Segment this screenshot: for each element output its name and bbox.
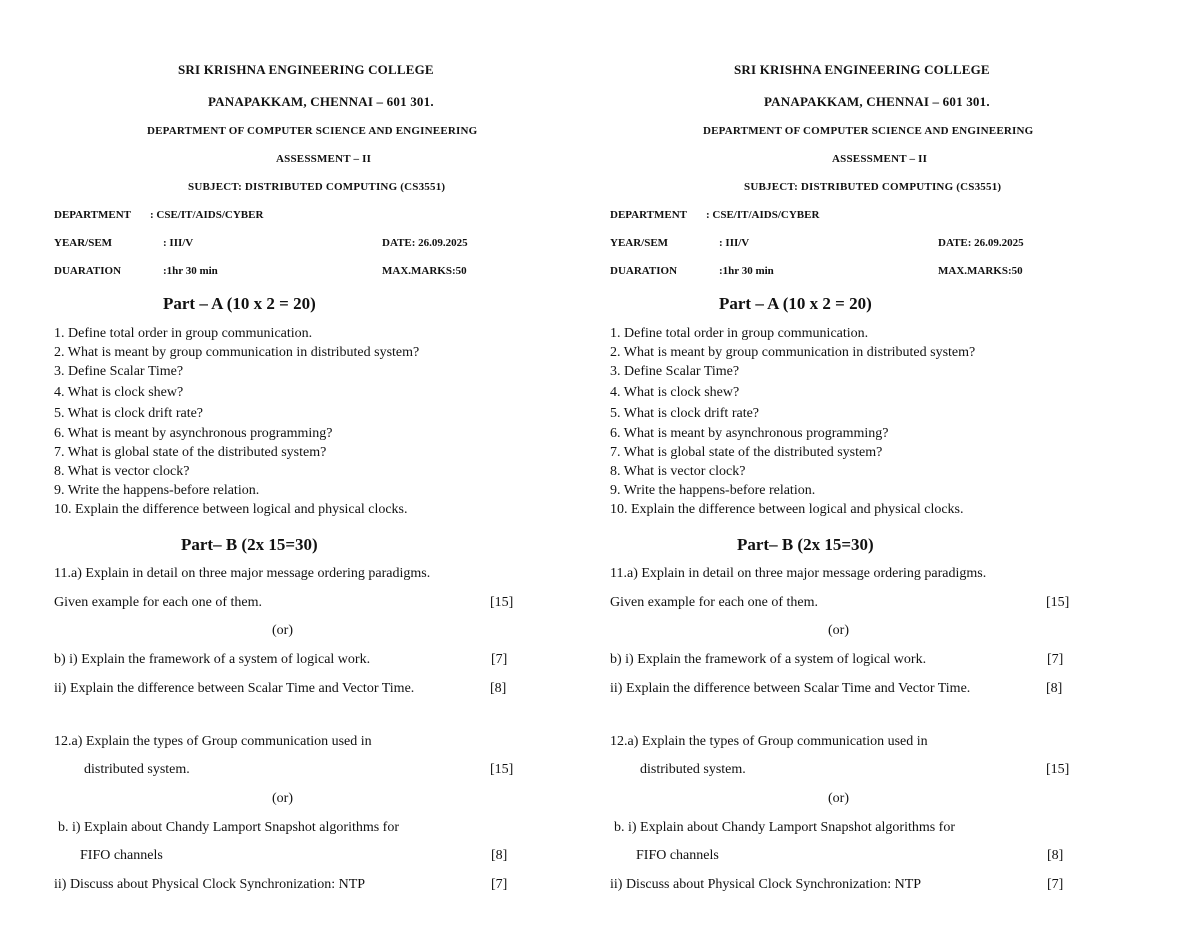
subject-title: SUBJECT: DISTRIBUTED COMPUTING (CS3551)	[188, 181, 446, 193]
list-item: 10. Explain the difference between logical and physical clocks.	[54, 502, 408, 517]
q12a-line1: 12.a) Explain the types of Group communication used in	[54, 734, 372, 749]
list-item: 10. Explain the difference between logical and physical clocks.	[610, 502, 964, 517]
q12b-ii-marks: [7]	[491, 877, 508, 892]
q11a-marks: [15]	[1046, 595, 1070, 610]
department-full: DEPARTMENT OF COMPUTER SCIENCE AND ENGINEERING	[703, 125, 1034, 137]
list-item: 5. What is clock drift rate?	[610, 406, 760, 421]
q12a-line1: 12.a) Explain the types of Group communication used in	[610, 734, 928, 749]
year-label: YEAR/SEM	[54, 237, 113, 249]
department-value: : CSE/IT/AIDS/CYBER	[706, 209, 820, 221]
list-item: 6. What is meant by asynchronous programming?	[54, 426, 333, 441]
question-paper-left	[0, 0, 560, 927]
duration-label: DUARATION	[54, 265, 122, 277]
exam-date: DATE: 26.09.2025	[938, 237, 1024, 249]
subject-title: SUBJECT: DISTRIBUTED COMPUTING (CS3551)	[744, 181, 1002, 193]
department-label: DEPARTMENT	[610, 209, 688, 221]
or-separator: (or)	[272, 791, 293, 806]
q12b-i-line1: b. i) Explain about Chandy Lamport Snapshot algorithms for	[58, 820, 400, 835]
max-marks: MAX.MARKS:50	[938, 265, 1023, 277]
q11b-ii-marks: [8]	[1046, 681, 1063, 696]
q12b-ii: ii) Discuss about Physical Clock Synchronization: NTP	[54, 877, 366, 892]
list-item: 1. Define total order in group communication.	[54, 326, 313, 341]
list-item: 2. What is meant by group communication in distributed system?	[54, 345, 420, 360]
q12a-marks: [15]	[1046, 762, 1070, 777]
list-item: 4. What is clock shew?	[610, 385, 740, 400]
year-value: : III/V	[719, 237, 750, 249]
list-item: 9. Write the happens-before relation.	[610, 483, 816, 498]
q12a-marks: [15]	[490, 762, 514, 777]
list-item: 3. Define Scalar Time?	[54, 364, 184, 379]
part-b-title: Part– B (2x 15=30)	[737, 535, 874, 554]
year-value: : III/V	[163, 237, 194, 249]
list-item: 9. Write the happens-before relation.	[54, 483, 260, 498]
part-a-questions	[54, 325, 419, 520]
or-separator: (or)	[828, 623, 849, 638]
duration-value: :1hr 30 min	[719, 265, 774, 277]
q11b-ii: ii) Explain the difference between Scalar Time and Vector Time.	[610, 681, 971, 696]
q11a-line2: Given example for each one of them.	[610, 595, 818, 610]
q11b-i-marks: [7]	[491, 652, 508, 667]
q12a-line2: distributed system.	[640, 762, 746, 777]
list-item: 8. What is vector clock?	[54, 464, 190, 479]
q12a-line2: distributed system.	[84, 762, 190, 777]
q12b-i-marks: [8]	[491, 848, 508, 863]
q12b-i-line2: FIFO channels	[636, 848, 719, 863]
q11a-line2: Given example for each one of them.	[54, 595, 262, 610]
part-a-title: Part – A (10 x 2 = 20)	[719, 294, 872, 313]
department-full: DEPARTMENT OF COMPUTER SCIENCE AND ENGINEERING	[147, 125, 478, 137]
duration-label: DUARATION	[610, 265, 678, 277]
list-item: 1. Define total order in group communication.	[610, 326, 869, 341]
q11b-ii-marks: [8]	[490, 681, 507, 696]
part-b-title: Part– B (2x 15=30)	[181, 535, 318, 554]
assessment-title: ASSESSMENT – II	[832, 153, 928, 165]
or-separator: (or)	[272, 623, 293, 638]
list-item: 8. What is vector clock?	[610, 464, 746, 479]
list-item: 5. What is clock drift rate?	[54, 406, 204, 421]
q11a-line1: 11.a) Explain in detail on three major message ordering paradigms.	[54, 566, 431, 581]
q12b-i-marks: [8]	[1047, 848, 1064, 863]
list-item: 2. What is meant by group communication in distributed system?	[610, 345, 976, 360]
q11a-line1: 11.a) Explain in detail on three major message ordering paradigms.	[610, 566, 987, 581]
q11b-i: b) i) Explain the framework of a system of logical work.	[54, 652, 371, 667]
list-item: 4. What is clock shew?	[54, 385, 184, 400]
q11a-marks: [15]	[490, 595, 514, 610]
college-address: PANAPAKKAM, CHENNAI – 601 301.	[764, 94, 990, 109]
q11b-i-marks: [7]	[1047, 652, 1064, 667]
college-name: SRI KRISHNA ENGINEERING COLLEGE	[178, 62, 434, 77]
assessment-title: ASSESSMENT – II	[276, 153, 372, 165]
q12b-ii: ii) Discuss about Physical Clock Synchronization: NTP	[610, 877, 922, 892]
college-name: SRI KRISHNA ENGINEERING COLLEGE	[734, 62, 990, 77]
q12b-i-line2: FIFO channels	[80, 848, 163, 863]
max-marks: MAX.MARKS:50	[382, 265, 467, 277]
part-a-title: Part – A (10 x 2 = 20)	[163, 294, 316, 313]
list-item: 7. What is global state of the distributed system?	[54, 445, 327, 460]
q12b-ii-marks: [7]	[1047, 877, 1064, 892]
department-label: DEPARTMENT	[54, 209, 132, 221]
department-value: : CSE/IT/AIDS/CYBER	[150, 209, 264, 221]
list-item: 3. Define Scalar Time?	[610, 364, 740, 379]
list-item: 6. What is meant by asynchronous programming?	[610, 426, 889, 441]
duration-value: :1hr 30 min	[163, 265, 218, 277]
college-address: PANAPAKKAM, CHENNAI – 601 301.	[208, 94, 434, 109]
or-separator: (or)	[828, 791, 849, 806]
q11b-ii: ii) Explain the difference between Scalar Time and Vector Time.	[54, 681, 415, 696]
q11b-i: b) i) Explain the framework of a system of logical work.	[610, 652, 927, 667]
list-item: 7. What is global state of the distributed system?	[610, 445, 883, 460]
part-a-questions	[610, 325, 975, 520]
year-label: YEAR/SEM	[610, 237, 669, 249]
question-paper-right	[556, 0, 1116, 927]
q12b-i-line1: b. i) Explain about Chandy Lamport Snapshot algorithms for	[614, 820, 956, 835]
exam-date: DATE: 26.09.2025	[382, 237, 468, 249]
